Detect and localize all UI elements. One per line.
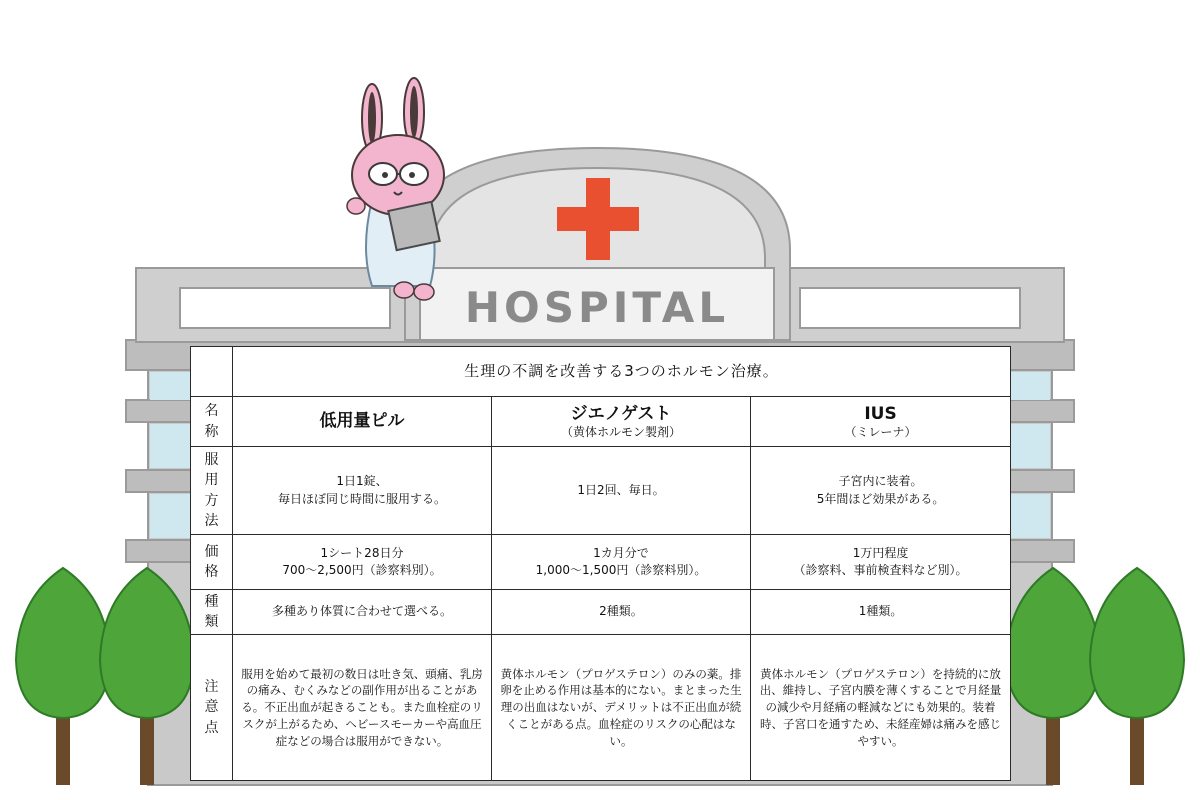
hormone-treatment-table [190, 346, 1011, 781]
cell-type-pill: 多種あり体質に合わせて選べる。 [233, 590, 492, 635]
treatment-name: 低用量ピル [319, 411, 405, 432]
treatment-name: ジエノゲスト [570, 403, 672, 424]
row-header-name: 名 称 [191, 397, 233, 447]
cell-price-ius: 1万円程度 （診察料、事前検査料など別）。 [751, 535, 1011, 590]
table-row-price [191, 535, 1011, 590]
cell-price-dienogest: 1カ月分で 1,000〜1,500円（診察料別）。 [492, 535, 751, 590]
table-row-usage [191, 447, 1011, 535]
hospital-sign: HOSPITAL [464, 283, 730, 332]
cell-usage-pill: 1日1錠、 毎日ほぼ同じ時間に服用する。 [233, 447, 492, 535]
cell-name-dienogest [492, 397, 751, 447]
cell-notes-dienogest: 黄体ホルモン（プロゲステロン）のみの薬。排卵を止める作用は基本的にない。まとまった生理の出血はないが、デメリットは不正出血が続くことがある点。血栓症のリスクの心配はない。 [492, 635, 751, 781]
tree-right-2 [1090, 568, 1184, 785]
tree-left-1 [16, 568, 110, 785]
row-header-type: 種 類 [191, 590, 233, 635]
hormone-treatment-table-wrap [190, 346, 1010, 780]
table-row-type [191, 590, 1011, 635]
cell-price-pill: 1シート28日分 700〜2,500円（診察料別）。 [233, 535, 492, 590]
corner-cell [191, 347, 233, 397]
cell-name-pill [233, 397, 492, 447]
cell-type-ius: 1種類。 [751, 590, 1011, 635]
table-row-notes [191, 635, 1011, 781]
row-header-notes: 注 意 点 [191, 635, 233, 781]
treatment-subname: （ミレーナ） [844, 424, 917, 439]
cell-notes-pill: 服用を始めて最初の数日は吐き気、頭痛、乳房の痛み、むくみなどの副作用が出ることがある。不正出血が起きることも。また血栓症のリスクが上がるため、ヘビースモーカーや高血圧症などの場合は服用ができない。 [233, 635, 492, 781]
cell-usage-ius: 子宮内に装着。 5年間ほど効果がある。 [751, 447, 1011, 535]
table-row-name [191, 397, 1011, 447]
rabbit-doctor-illustration [347, 78, 444, 300]
treatment-subname: （黄体ホルモン製剤） [560, 424, 681, 439]
treatment-name: IUS [864, 403, 897, 424]
row-header-usage: 服 用 方 法 [191, 447, 233, 535]
table-title-row [191, 347, 1011, 397]
cell-type-dienogest: 2種類。 [492, 590, 751, 635]
row-header-price: 価 格 [191, 535, 233, 590]
cell-notes-ius: 黄体ホルモン（プロゲステロン）を持続的に放出、維持し、子宮内膜を薄くすることで月経量の減少や月経痛の軽減などにも効果的。装着時、子宮口を通すため、未経産婦は痛みを感じやすい。 [751, 635, 1011, 781]
table-title: 生理の不調を改善する3つのホルモン治療。 [233, 347, 1011, 397]
cell-name-ius [751, 397, 1011, 447]
cell-usage-dienogest: 1日2回、毎日。 [492, 447, 751, 535]
